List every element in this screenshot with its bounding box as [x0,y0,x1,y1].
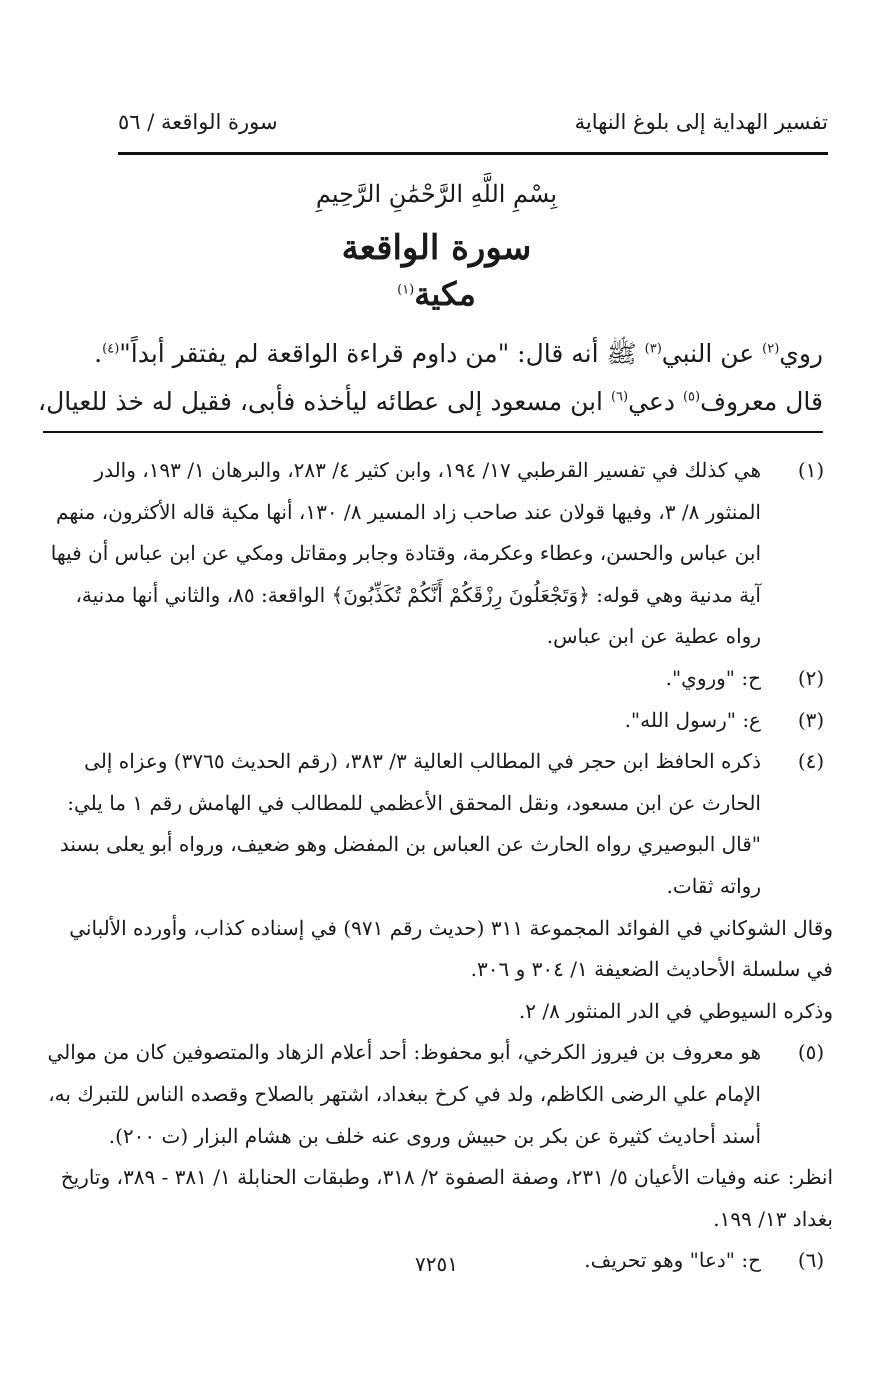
footnote-number: (٥) [797,1040,825,1065]
basmala: بِسْمِ اللَّهِ الرَّحْمَٰنِ الرَّحِيمِ [315,180,558,208]
footnote-text: هي كذلك في تفسير القرطبي ١٧/ ١٩٤، وابن كثير ٤/ ٢٨٣، والبرهان ١/ ١٩٣، والدر المنثور ٨/ ٣، وفيها قولان عند صاحب زاد المسير ٨/ ١٣٠، أنها مكية قاله الأكثرون، منهم ابن عباس والحسن، وعطاء وعكرمة، وقتادة وجابر ومقاتل ومكي عن ابن عباس أن فيها آية مدنية وهي قوله: ﴿وَتَجْعَلُونَ رِزْقَكُمْ أَنَّكُمْ تُكَذِّبُونَ﴾ الواقعة: ٨٥، والثاني أنها مدنية، رواه عطية عن ابن عباس. [50,458,761,649]
footnote-text: انظر: عنه وفيات الأعيان ٥/ ٢٣١، وصفة الصفوة ٢/ ٣١٨، وطبقات الحنابلة ١/ ٣٨١ - ٣٨٩، وتاريخ بغداد ١٣/ ١٩٩. [60,1165,833,1231]
footnote-number: (٢) [797,665,825,690]
footnote-ref: (٢) [762,341,780,357]
header-book-title: تفسير الهداية إلى بلوغ النهاية [574,110,828,134]
footnote-number: (٦) [797,1248,825,1273]
footnote-ref: (١) [397,282,415,298]
footnote-ref: (٦) [610,389,629,405]
body-text: . [94,339,103,368]
header-section: سورة الواقعة / ٥٦ [118,110,278,134]
body-line [38,387,823,416]
page-number: ٧٢٥١ [415,1252,458,1276]
footnote-number: (٤) [797,749,825,774]
sura-title: سورة الواقعة [341,228,532,268]
body-text: عن النبي [661,339,763,368]
footnote-text: ح: "دعا" وهو تحريف. [584,1248,761,1273]
footnote-continuation [43,1157,833,1240]
footnote [43,658,833,700]
footnote-number: (١) [797,458,825,482]
header-divider [118,152,828,155]
footnote-ref: (٤) [102,341,120,357]
footnote-continuation [43,908,833,1033]
footnotes-section [43,450,833,1282]
sura-subtitle [0,275,873,313]
body-text: ابن مسعود إلى عطائه ليأخذه فأبى، فقيل له خذ للعيال، [38,387,611,416]
footnote-text: هو معروف بن فيروز الكرخي، أبو محفوظ: أحد أعلام الزهاد والمتصوفين كان من موالي الإمام علي الرضى الكاظم، ولد في كرخ ببغداد، اشتهر بالصلاح وقصده الناس للتبرك به، أسند أحاديث كثيرة عن بكر بن حبيش وروى عنه خلف بن هشام البزار (ت ٢٠٠). [47,1040,761,1148]
footnote-text: ح: "وروي". [665,665,761,690]
footnote-number: (٣) [797,707,825,732]
footnote [43,741,833,907]
body-text: ﷺ أنه قال: "من داوم قراءة الواقعة لم يفتقر أبداً" [119,339,645,368]
body-text: روي [779,339,823,368]
footnote-text: وقال الشوكاني في الفوائد المجموعة ٣١١ (حديث رقم ٩٧١) في إسناده كذاب، وأورده الألباني في سلسلة الأحاديث الضعيفة ١/ ٣٠٤ و ٣٠٦. [69,915,833,982]
body-text: قال معروف [700,387,823,416]
footnote-text: ع: "رسول الله". [624,707,761,732]
footnote-divider [43,431,823,433]
running-header [118,110,828,146]
footnote [43,1032,833,1157]
footnote-text: وذكره السيوطي في الدر المنثور ٨/ ٢. [518,998,833,1023]
footnote-ref: (٥) [682,389,701,405]
body-text: دعي [628,387,683,416]
footnote [43,700,833,742]
footnote [43,450,833,658]
footnote-ref: (٣) [644,341,662,357]
body-line [43,338,823,375]
sura-subtitle-text: مكية [414,275,476,313]
footnote-text: ذكره الحافظ ابن حجر في المطالب العالية ٣/ ٣٨٣، (رقم الحديث ٣٧٦٥) وعزاه إلى الحارث عن ابن مسعود، ونقل المحقق الأعظمي للمطالب في الهامش رقم ١ ما يلي: "قال البوصيري رواه الحارث عن العباس بن المفضل وهو ضعيف، ورواه أبو يعلى بسند رواته ثقات. [59,749,761,898]
